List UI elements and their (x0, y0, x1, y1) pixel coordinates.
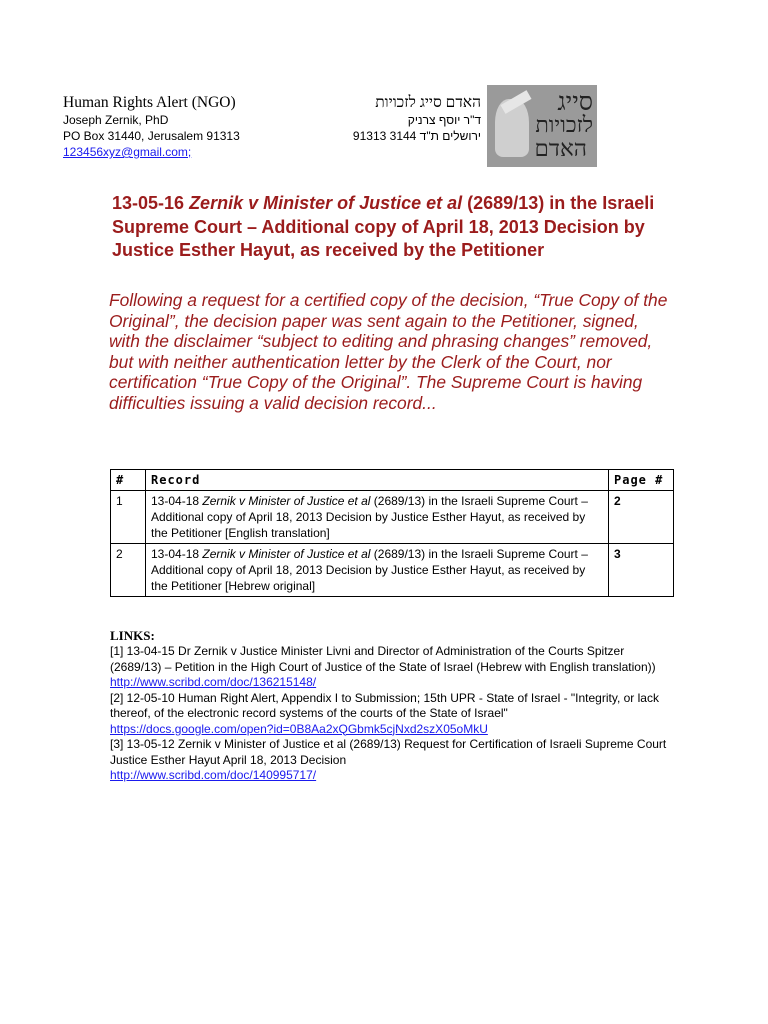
row-description: (2689/13) in the Israeli Supreme Court – Additional copy of April 18, 2013 Decision by Justice Esther Hayut, as received by the Petitioner [English translation] (151, 494, 588, 540)
links-heading: LINKS: (110, 628, 155, 643)
link-item (110, 691, 670, 738)
link-url[interactable]: http://www.scribd.com/doc/140995717/ (110, 768, 317, 782)
row-number: 2 (111, 544, 146, 597)
org-logo (487, 85, 597, 167)
logo-text-line-3: האדם (534, 136, 587, 162)
link-description: [2] 12-05-10 Human Right Alert, Appendix I to Submission; 15th UPR - State of Israel - "Integrity, or lack thereof, of the electronic record systems of the courts of the State of Israel" (110, 690, 659, 720)
org-name-hebrew: האדם סייג לזכויות (375, 94, 481, 111)
row-page: 3 (609, 544, 674, 597)
link-url[interactable]: https://docs.google.com/open?id=0B8Aa2xQGbmk5cjNxd2szX05oMkU (110, 721, 488, 736)
link-item (110, 737, 670, 784)
records-table (110, 469, 674, 597)
table-header-row (111, 470, 674, 491)
row-case-name: Zernik v Minister of Justice et al (202, 547, 371, 561)
postal-address: PO Box 31440, Jerusalem 91313 (63, 129, 240, 143)
logo-text-line-2: לזכויות (535, 113, 593, 138)
org-name: Human Rights Alert (NGO) (63, 94, 236, 111)
row-page: 2 (609, 491, 674, 544)
title-rest: (2689/13) in the Israeli Supreme Court – Additional copy of April 18, 2013 Decision by Justice Esther Hayut, as received by the Petitioner (112, 193, 655, 261)
links-section (110, 628, 670, 784)
row-date: 13-04-18 (151, 547, 203, 561)
table-row (111, 491, 674, 544)
link-description: [3] 13-05-12 Zernik v Minister of Justice et al (2689/13) Request for Certification of Israeli Supreme Court Justice Esther Hayut April 18, 2013 Decision (110, 737, 667, 767)
email-link[interactable]: 123456xyz@gmail.com; (63, 145, 192, 159)
header-number: # (111, 470, 146, 491)
logo-text-line-1: סייג (557, 87, 593, 116)
header-page: Page # (609, 470, 674, 491)
table-row (111, 544, 674, 597)
title-date: 13-05-16 (112, 193, 190, 213)
letterhead-hebrew (281, 94, 481, 144)
postal-address-hebrew: ירושלים ת"ד 3144 91313 (352, 129, 481, 143)
link-item (110, 644, 670, 691)
header-record: Record (146, 470, 609, 491)
row-record (146, 544, 609, 597)
link-description: [1] 13-04-15 Dr Zernik v Justice Minister Livni and Director of Administration of the Courts Spitzer (2689/13) – Petition in the High Court of Justice of the State of Israel (Hebrew with English translation)) (110, 644, 656, 674)
title-case-name: Zernik v Minister of Justice et al (189, 193, 463, 213)
summary-paragraph: Following a request for a certified copy of the decision, “True Copy of the Original”, the decision paper was sent again to the Petitioner, signed, with the disclaimer “subject to editing and phrasing changes” removed, but with neither authentication letter by the Clerk of the Court, nor certification “True Copy of the Original”. The Supreme Court is having difficulties issuing a valid decision record... (109, 290, 668, 413)
row-record (146, 491, 609, 544)
person-name-hebrew: ד"ר יוסף צרניק (407, 113, 481, 127)
row-case-name: Zernik v Minister of Justice et al (202, 494, 371, 508)
document-title (112, 192, 672, 263)
row-date: 13-04-18 (151, 494, 203, 508)
person-name: Joseph Zernik, PhD (63, 113, 169, 127)
link-url[interactable]: http://www.scribd.com/doc/136215148/ (110, 675, 317, 689)
row-number: 1 (111, 491, 146, 544)
row-description: (2689/13) in the Israeli Supreme Court – Additional copy of April 18, 2013 Decision by Justice Esther Hayut, as received by the Petitioner [Hebrew original] (151, 547, 588, 593)
